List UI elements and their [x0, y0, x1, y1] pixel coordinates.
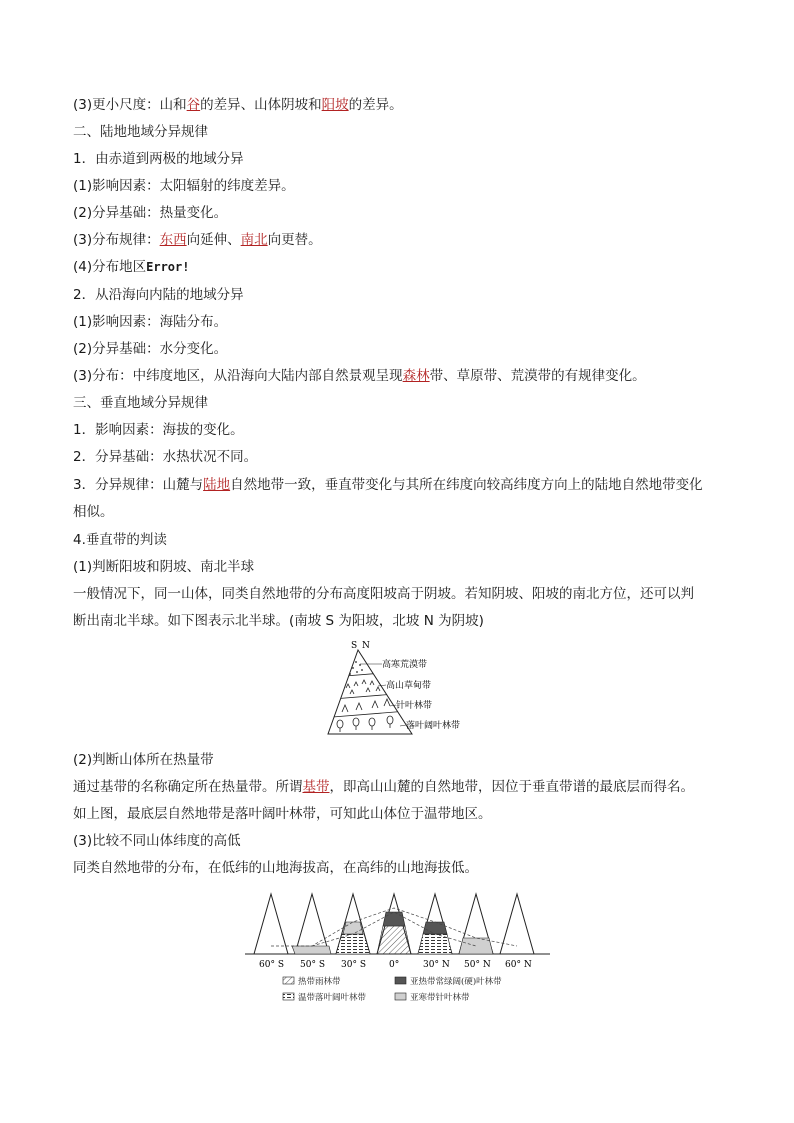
subsection-heading: 2．从沿海向内陆的地域分异	[73, 287, 244, 303]
latitude-label: 60° S	[259, 960, 284, 970]
north-slope-label: N	[362, 641, 370, 651]
latitude-label: 30° S	[341, 960, 366, 970]
error-field: Error!	[146, 260, 190, 274]
text-span: 向更替。	[267, 232, 322, 248]
text-line	[73, 476, 703, 494]
text-line: (2)判断山体所在热量带	[73, 752, 214, 768]
text-line: 断出南北半球。如下图表示北半球。(南坡 S 为阳坡，北坡 N 为阴坡)	[73, 613, 484, 629]
text-line: 相似。	[73, 504, 114, 520]
zone-label: 针叶林带	[396, 701, 433, 711]
text-line: 2．分异基础：水热状况不同。	[73, 449, 258, 465]
text-line: (1)影响因素：太阳辐射的纬度差异。	[73, 178, 295, 194]
text-span: (3)更小尺度：山和	[73, 97, 187, 113]
text-span: 的差异、山体阴坡和	[200, 97, 322, 113]
legend-label: 亚寒带针叶林带	[410, 993, 470, 1003]
text-line: 如上图，最底层自然地带是落叶阔叶林带，可知此山体位于温带地区。	[73, 806, 492, 822]
highlight-term: 阳坡	[321, 97, 349, 113]
text-line	[73, 96, 403, 114]
text-line	[73, 778, 694, 796]
legend-label: 亚热带常绿阔(硬)叶林带	[410, 977, 502, 987]
section-heading: 二、陆地地域分异规律	[73, 124, 208, 140]
text-span: 3．分异规律：山麓与	[73, 477, 204, 493]
text-line: 一般情况下，同一山体，同类自然地带的分布高度阳坡高于阴坡。若知阴坡、阳坡的南北方位，还可以判	[73, 586, 694, 602]
text-line: (1)影响因素：海陆分布。	[73, 314, 228, 330]
text-span: 的差异。	[348, 97, 403, 113]
highlight-term: 陆地	[203, 477, 231, 493]
legend-swatch	[283, 977, 294, 984]
highlight-term: 森林	[402, 368, 430, 384]
latitude-label: 30° N	[423, 960, 450, 970]
subsection-heading: 4.垂直带的判读	[73, 532, 167, 548]
legend-label: 温带落叶阔叶林带	[298, 993, 367, 1003]
text-span: 向延伸、	[186, 232, 241, 248]
text-span: 带、草原带、荒漠带的有规律变化。	[429, 368, 646, 384]
highlight-term: 谷	[186, 97, 201, 113]
text-line: (2)分异基础：水分变化。	[73, 341, 228, 357]
latitude-mountains-figure	[245, 888, 550, 1012]
zone-label: 高山草甸带	[386, 681, 432, 691]
text-span: (3)分布：中纬度地区，从沿海向大陆内部自然景观呈现	[73, 368, 403, 384]
text-line: (3)比较不同山体纬度的高低	[73, 833, 241, 849]
subsection-heading: 1．由赤道到两极的地域分异	[73, 151, 244, 167]
legend-swatch	[395, 977, 406, 984]
text-line	[73, 231, 322, 249]
latitude-label: 60° N	[505, 960, 532, 970]
text-span: 自然地带一致，垂直带变化与其所在纬度向较高纬度方向上的陆地自然地带变化	[230, 477, 703, 493]
latitude-label: 50° N	[464, 960, 491, 970]
text-line: (1)判断阳坡和阴坡、南北半球	[73, 559, 255, 575]
legend-swatch	[395, 993, 406, 1000]
text-span: (4)分布地区	[73, 259, 147, 275]
highlight-term: 南北	[240, 232, 268, 248]
zone-label: 落叶阔叶林带	[406, 721, 461, 731]
section-heading: 三、垂直地域分异规律	[73, 395, 208, 411]
highlight-term: 东西	[159, 232, 187, 248]
text-line: 1．影响因素：海拔的变化。	[73, 422, 244, 438]
legend-swatch	[283, 993, 294, 1000]
zone-label: 高寒荒漠带	[382, 660, 428, 670]
text-line	[73, 258, 189, 276]
text-line	[73, 367, 646, 385]
text-line: 同类自然地带的分布，在低纬的山地海拔高，在高纬的山地海拔低。	[73, 860, 478, 876]
text-span: (3)分布规律：	[73, 232, 160, 248]
legend-label: 热带雨林带	[298, 977, 341, 987]
text-span: ，即高山山麓的自然地带，因位于垂直带谱的最底层而得名。	[329, 779, 694, 795]
latitude-label: 0°	[389, 960, 400, 970]
highlight-term: 基带	[302, 779, 330, 795]
text-span: 通过基带的名称确定所在热量带。所谓	[73, 779, 303, 795]
mountain-zonation-figure	[320, 638, 480, 738]
south-slope-label: S	[351, 641, 358, 651]
text-line: (2)分异基础：热量变化。	[73, 205, 228, 221]
latitude-label: 50° S	[300, 960, 325, 970]
